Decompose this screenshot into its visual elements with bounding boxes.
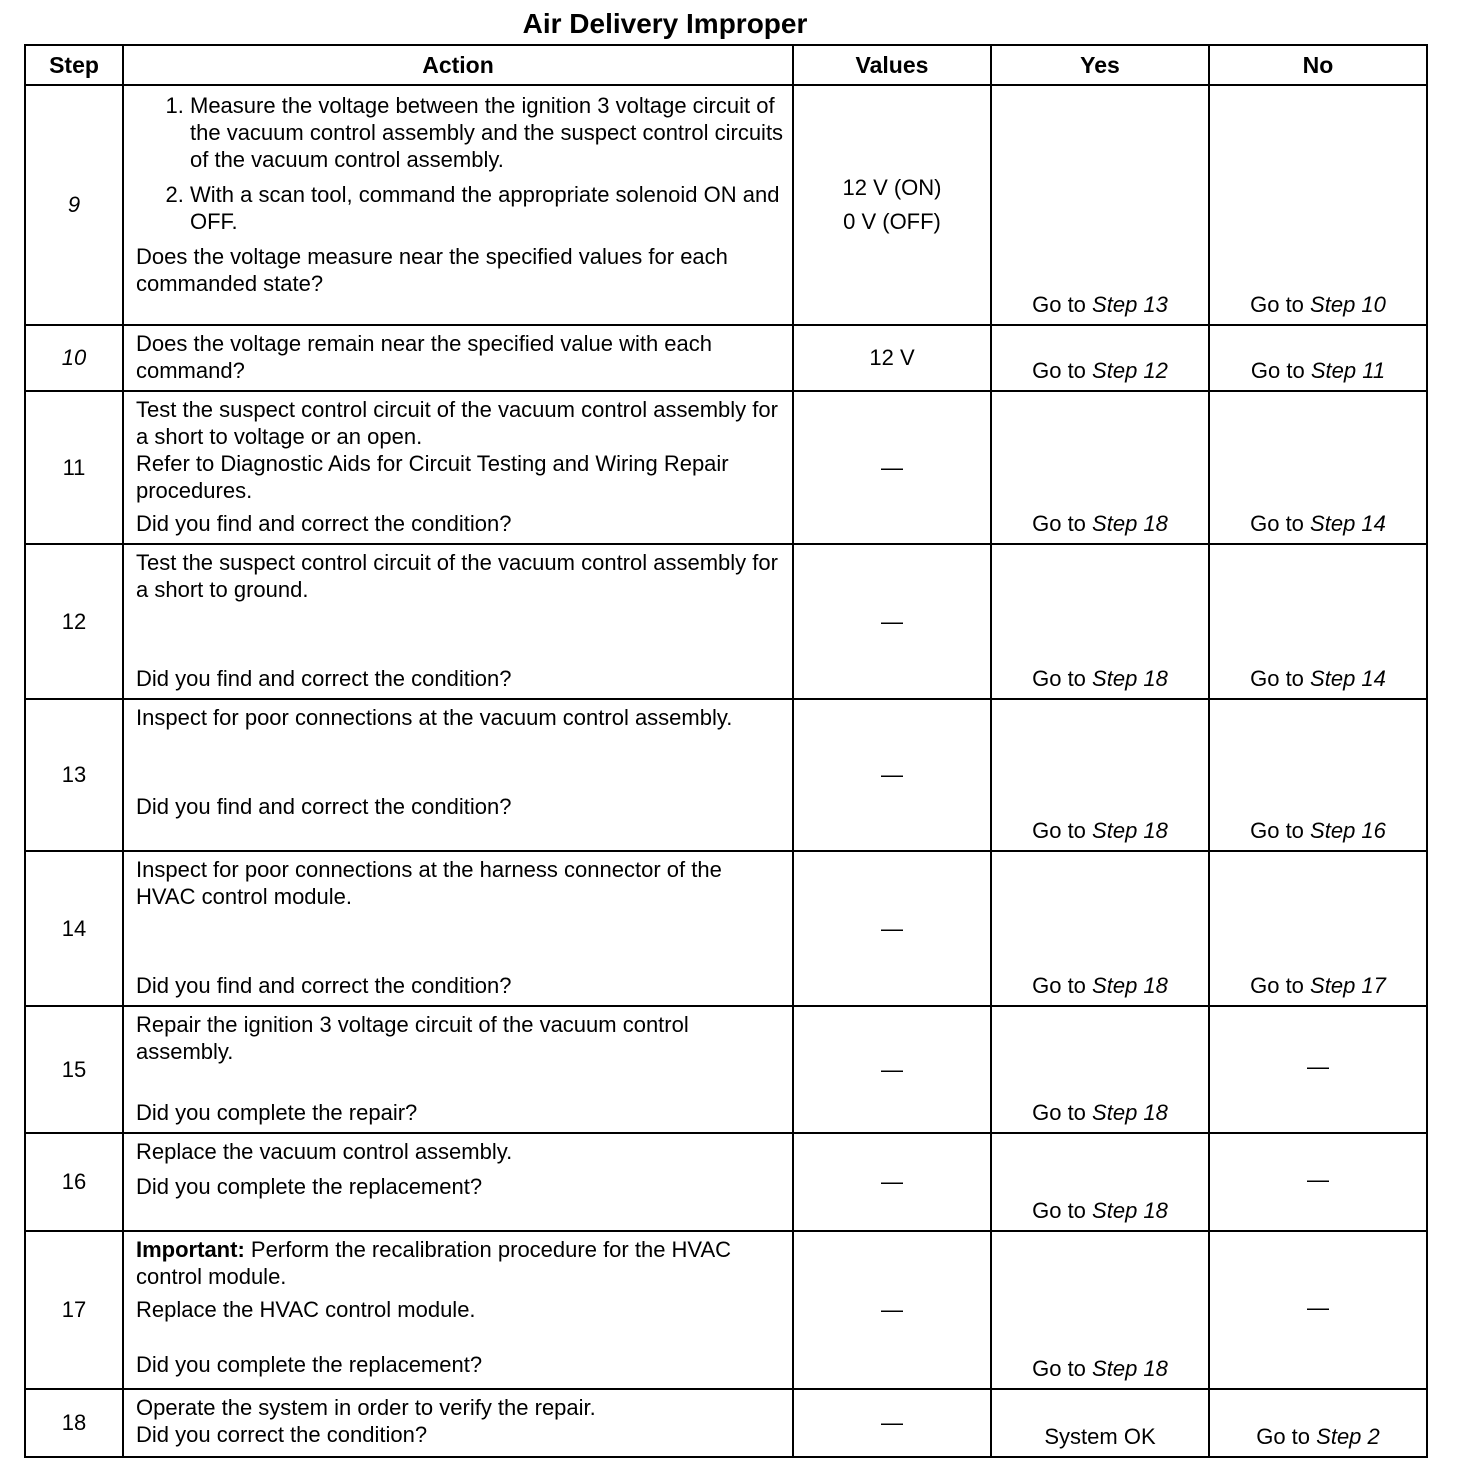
action-cell	[123, 544, 793, 699]
yes-cell	[991, 85, 1209, 325]
yes-cell: System OK	[991, 1389, 1209, 1457]
step-number: 18	[25, 1389, 123, 1457]
action-text: Repair the ignition 3 voltage circuit of the vacuum control assembly.	[136, 1012, 689, 1064]
action-cell	[123, 325, 793, 391]
table-row	[25, 85, 1427, 325]
dash-placeholder: —	[881, 1410, 903, 1435]
step-number: 10	[25, 325, 123, 391]
values-cell	[793, 1231, 991, 1389]
action-question: Did you complete the replacement?	[136, 1352, 483, 1377]
action-text: Replace the HVAC control module.	[136, 1297, 476, 1322]
table-row	[25, 1006, 1427, 1133]
action-question: Does the voltage measure near the specified values for each commanded state?	[136, 244, 728, 296]
dash-placeholder: —	[1307, 1054, 1329, 1079]
no-cell	[1209, 325, 1427, 391]
values-cell	[793, 544, 991, 699]
action-question: Does the voltage remain near the specified value with each command?	[136, 331, 713, 383]
action-text: Inspect for poor connections at the harness connector of the HVAC control module.	[136, 857, 722, 909]
action-cell	[123, 1389, 793, 1457]
dash-placeholder: —	[881, 1056, 903, 1082]
header-no: No	[1209, 45, 1427, 85]
important-note	[136, 1236, 784, 1290]
yes-cell	[991, 391, 1209, 544]
table-row	[25, 325, 1427, 391]
diagnostic-table	[24, 44, 1428, 1458]
goto-prefix: Go to	[1032, 358, 1086, 383]
goto-prefix: Go to	[1250, 511, 1304, 536]
important-text: Perform the recalibration procedure for the HVAC control module.	[136, 1237, 732, 1289]
goto-step-link[interactable]: Step 11	[1310, 358, 1386, 383]
header-yes: Yes	[991, 45, 1209, 85]
goto-prefix: Go to	[1032, 818, 1086, 843]
action-text: Operate the system in order to verify the repair.	[136, 1395, 596, 1420]
goto-prefix: Go to	[1032, 1198, 1086, 1223]
important-label: Important:	[136, 1237, 245, 1262]
no-cell	[1209, 544, 1427, 699]
no-cell	[1209, 851, 1427, 1006]
no-cell	[1209, 1389, 1427, 1457]
goto-step-link[interactable]: Step 13	[1092, 292, 1168, 317]
goto-step-link[interactable]: Step 14	[1310, 666, 1386, 691]
no-cell	[1209, 1133, 1427, 1231]
yes-cell	[991, 1231, 1209, 1389]
goto-step-link[interactable]: Step 12	[1092, 358, 1168, 383]
goto-step-link[interactable]: Step 18	[1092, 973, 1168, 998]
values-cell	[793, 699, 991, 851]
goto-prefix: Go to	[1250, 818, 1304, 843]
action-question: Did you complete the repair?	[136, 1100, 418, 1125]
goto-prefix: Go to	[1032, 292, 1086, 317]
step-number: 17	[25, 1231, 123, 1389]
action-text: Refer to Diagnostic Aids for Circuit Testing and Wiring Repair procedures.	[136, 451, 729, 503]
goto-step-link[interactable]: Step 18	[1092, 818, 1168, 843]
yes-cell	[991, 1133, 1209, 1231]
step-number: 16	[25, 1133, 123, 1231]
header-action: Action	[123, 45, 793, 85]
yes-cell	[991, 699, 1209, 851]
values-cell	[793, 1389, 991, 1457]
yes-cell	[991, 325, 1209, 391]
action-cell	[123, 1133, 793, 1231]
goto-prefix: Go to	[1250, 666, 1304, 691]
yes-cell	[991, 851, 1209, 1006]
action-cell	[123, 1006, 793, 1133]
dash-placeholder: —	[881, 1169, 903, 1194]
goto-prefix: Go to	[1256, 1424, 1311, 1449]
action-cell	[123, 85, 793, 325]
goto-prefix: Go to	[1032, 973, 1086, 998]
action-steps	[136, 92, 784, 235]
dash-placeholder: —	[1307, 1294, 1329, 1320]
no-cell	[1209, 391, 1427, 544]
step-number: 15	[25, 1006, 123, 1133]
action-step: 2. With a scan tool, command the appropriate solenoid ON and OFF.	[190, 181, 784, 235]
table-row	[25, 391, 1427, 544]
goto-step-link[interactable]: Step 14	[1310, 511, 1386, 536]
action-text: Inspect for poor connections at the vacuum control assembly.	[136, 705, 733, 730]
table-row	[25, 851, 1427, 1006]
values-cell: 12 V	[793, 325, 991, 391]
page-title: Air Delivery Improper	[522, 8, 808, 39]
action-cell	[123, 1231, 793, 1389]
header-row	[25, 45, 1427, 85]
values-cell	[793, 851, 991, 1006]
action-cell	[123, 851, 793, 1006]
dash-placeholder: —	[881, 915, 903, 941]
goto-step-link[interactable]: Step 17	[1310, 973, 1386, 998]
step-number: 9	[25, 85, 123, 325]
goto-prefix: Go to	[1032, 1356, 1086, 1381]
value-off: 0 V (OFF)	[843, 209, 941, 234]
goto-prefix: Go to	[1032, 1100, 1086, 1125]
action-text: Test the suspect control circuit of the vacuum control assembly for a short to voltage or an open.	[136, 397, 778, 449]
table-row	[25, 544, 1427, 699]
goto-step-link[interactable]: Step 18	[1092, 666, 1168, 691]
header-values: Values	[793, 45, 991, 85]
goto-step-link[interactable]: Step 16	[1310, 818, 1386, 843]
step-number: 12	[25, 544, 123, 699]
value-on: 12 V (ON)	[842, 175, 942, 200]
action-text: Test the suspect control circuit of the vacuum control assembly for a short to ground.	[136, 550, 778, 602]
dash-placeholder: —	[881, 608, 903, 634]
goto-step-link[interactable]: Step 10	[1310, 292, 1386, 317]
goto-step-link[interactable]: Step 18	[1092, 1100, 1168, 1125]
values-cell	[793, 1133, 991, 1231]
no-cell	[1209, 1006, 1427, 1133]
no-cell	[1209, 699, 1427, 851]
goto-prefix: Go to	[1250, 292, 1304, 317]
action-question: Did you correct the condition?	[136, 1422, 428, 1447]
values-cell	[793, 1006, 991, 1133]
dash-placeholder: —	[881, 454, 903, 480]
goto-prefix: Go to	[1250, 973, 1304, 998]
yes-cell	[991, 1006, 1209, 1133]
goto-step-link[interactable]: Step 2	[1316, 1424, 1380, 1449]
goto-step-link[interactable]: Step 18	[1092, 1356, 1168, 1381]
goto-prefix: Go to	[1032, 666, 1086, 691]
action-question: Did you find and correct the condition?	[136, 511, 512, 536]
dash-placeholder: —	[1307, 1166, 1329, 1192]
dash-placeholder: —	[881, 762, 903, 787]
action-question: Did you find and correct the condition?	[136, 973, 512, 998]
step-number: 14	[25, 851, 123, 1006]
goto-prefix: Go to	[1250, 358, 1305, 383]
values-cell	[793, 391, 991, 544]
table-row	[25, 1133, 1427, 1231]
action-step: 1. Measure the voltage between the ignition 3 voltage circuit of the vacuum control assembly and the suspect control circuits of the vacuum control assembly.	[190, 92, 784, 173]
goto-step-link[interactable]: Step 18	[1092, 1198, 1168, 1223]
table-row	[25, 1231, 1427, 1389]
table-row	[25, 699, 1427, 851]
no-cell	[1209, 85, 1427, 325]
action-question: Did you find and correct the condition?	[136, 794, 512, 819]
action-question: Did you find and correct the condition?	[136, 666, 512, 691]
step-number: 11	[25, 391, 123, 544]
step-number: 13	[25, 699, 123, 851]
action-text: Replace the vacuum control assembly.	[136, 1139, 513, 1164]
yes-cell	[991, 544, 1209, 699]
action-cell	[123, 391, 793, 544]
table-row	[25, 1389, 1427, 1457]
action-cell	[123, 699, 793, 851]
no-cell	[1209, 1231, 1427, 1389]
values-cell	[793, 85, 991, 325]
goto-step-link[interactable]: Step 18	[1092, 511, 1168, 536]
dash-placeholder: —	[881, 1297, 903, 1322]
header-step: Step	[25, 45, 123, 85]
goto-prefix: Go to	[1032, 511, 1086, 536]
action-question: Did you complete the replacement?	[136, 1174, 483, 1199]
